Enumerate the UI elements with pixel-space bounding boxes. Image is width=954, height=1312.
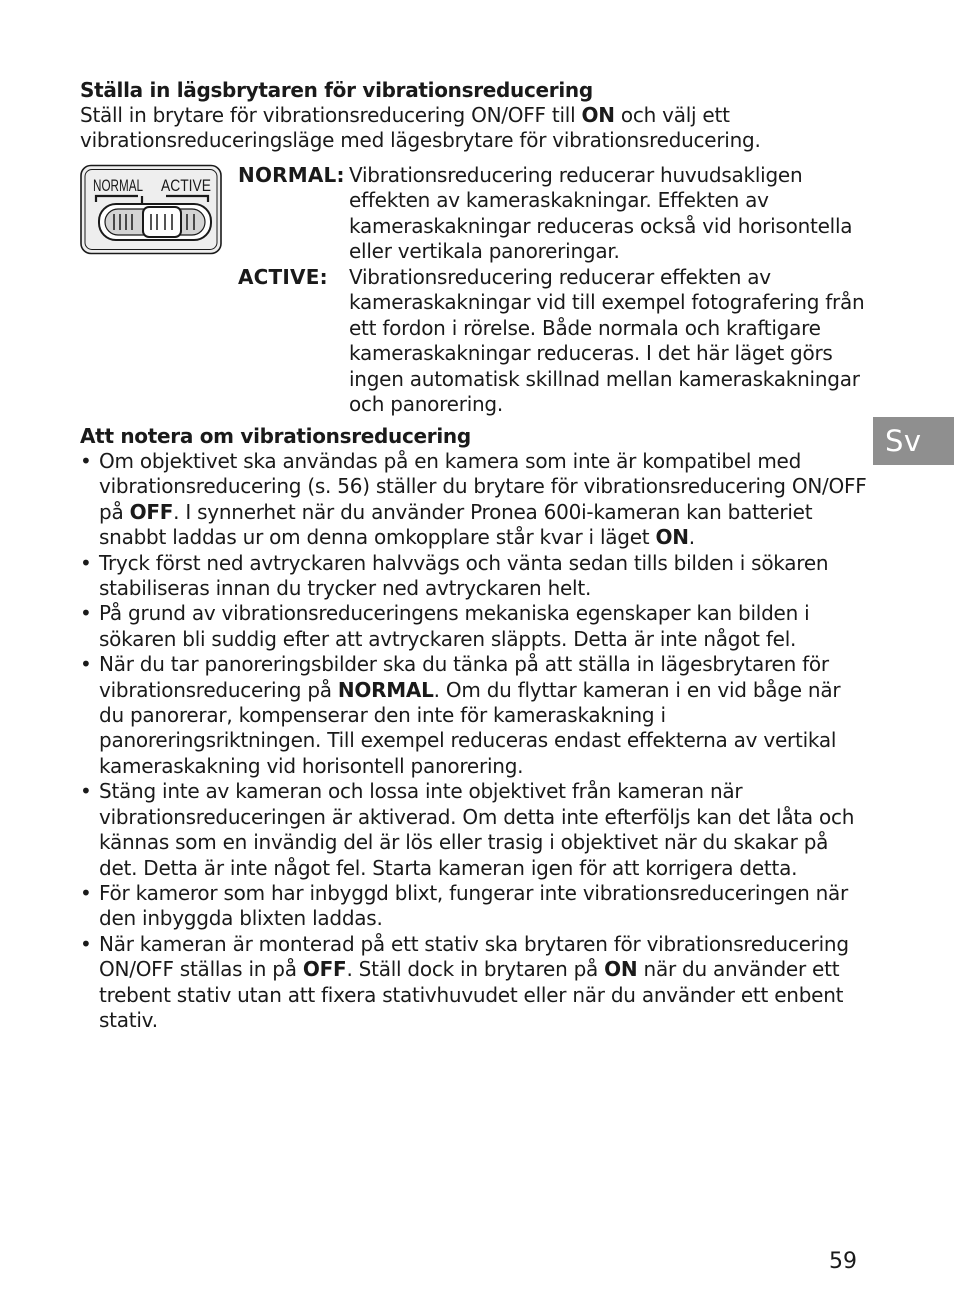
page-number: 59 — [829, 1249, 857, 1274]
bullet-symbol: • — [80, 449, 92, 473]
bullet-text: Stäng inte av kameran och lossa inte objektivet från kameran när vibrationsreduceringen är aktiverad. Om detta inte efterföljs kan det låta och kännas som en invändig del är lös eller trasig i objektivet när du skakar på det. Detta är inte något fel. Starta kameran igen för att korrigera detta. — [99, 779, 855, 880]
note-bullet-item — [80, 881, 870, 932]
note-bullet-item — [80, 601, 870, 652]
switch-label-active: ACTIVE — [161, 176, 211, 195]
mode-normal-label: NORMAL: — [238, 163, 345, 187]
switch-drawing — [80, 164, 223, 255]
bullet-text: När kameran är monterad på ett stativ ska brytaren för vibrationsreducering ON/OFF ställas in på OFF. Ställ dock in brytaren på ON när du använder ett trebent stativ utan att fixera stativhuvudet eller när du använder ett enbent stativ. — [99, 931, 849, 1032]
note-bullet-item — [80, 779, 870, 881]
bullet-text: För kameror som har inbyggd blixt, fungerar inte vibrationsreduceringen när den inbyggda blixten laddas. — [99, 880, 849, 931]
bullet-symbol: • — [80, 550, 92, 575]
bullet-symbol: • — [80, 880, 92, 905]
mode-active-description: Vibrationsreducering reducerar effekten av kameraskakningar vid till exempel fotografering från ett fordon i rörelse. Både normala och kraftigare kameraskakningar reduceras. I det här läget görs ingen automatisk skillnad mellan kameraskakningar och panorering. — [349, 265, 865, 417]
note-bullet-item — [80, 932, 870, 1034]
vr-mode-switch-illustration — [80, 164, 223, 255]
note-bullet-item — [80, 551, 870, 602]
language-tab: Sv — [873, 417, 954, 465]
section-heading-mode-switch: Ställa in lägsbrytaren för vibrationsreducering — [80, 78, 593, 102]
switch-label-normal: NORMAL — [93, 176, 143, 195]
bullet-symbol: • — [80, 779, 92, 804]
section-heading-notes: Att notera om vibrationsreducering — [80, 424, 471, 448]
intro-paragraph: Ställ in brytare för vibrationsreducering ON/OFF till ON och välj ett vibrationsreduceringsläge med lägesbrytare för vibrationsreducering. — [80, 103, 761, 153]
note-bullet-item — [80, 449, 870, 551]
note-bullet-item — [80, 652, 870, 779]
bullet-text: Tryck först ned avtryckaren halvvägs och vänta sedan tills bilden i sökaren stabiliseras innan du trycker ned avtryckaren helt. — [99, 550, 829, 601]
bullet-symbol: • — [80, 931, 92, 956]
bullet-symbol: • — [80, 652, 92, 677]
bullet-text: När du tar panoreringsbilder ska du tänka på att ställa in lägesbrytaren för vibrationsreducering på NORMAL. Om du flyttar kameran i en vid båge när du panorerar, kompenserar den inte för kameraskakning i panoreringsriktningen. Till exempel reduceras endast effekterna av vertikal kameraskakning vid horisontell panorering. — [99, 652, 841, 778]
bullet-text: På grund av vibrationsreduceringens mekaniska egenskaper kan bilden i sökaren bli suddig efter att avtryckaren släppts. Detta är inte något fel. — [99, 601, 810, 651]
mode-normal-description: Vibrationsreducering reducerar huvudsakligen effekten av kameraskakningar. Effekten av kameraskakningar reduceras också vid horisontella eller vertikala panoreringar. — [349, 163, 853, 264]
bullet-symbol: • — [80, 601, 92, 626]
mode-active-label: ACTIVE: — [238, 265, 328, 289]
bullet-text: Om objektivet ska användas på en kamera som inte är kompatibel med vibrationsreducering (s. 56) ställer du brytare för vibrationsreducering ON/OFF på OFF. I synnerhet när du använder Pronea 600i-kameran kan batteriet snabbt laddas ur om denna omkopplare står kvar i läget ON. — [99, 449, 867, 550]
notes-bullet-list — [80, 449, 870, 1033]
